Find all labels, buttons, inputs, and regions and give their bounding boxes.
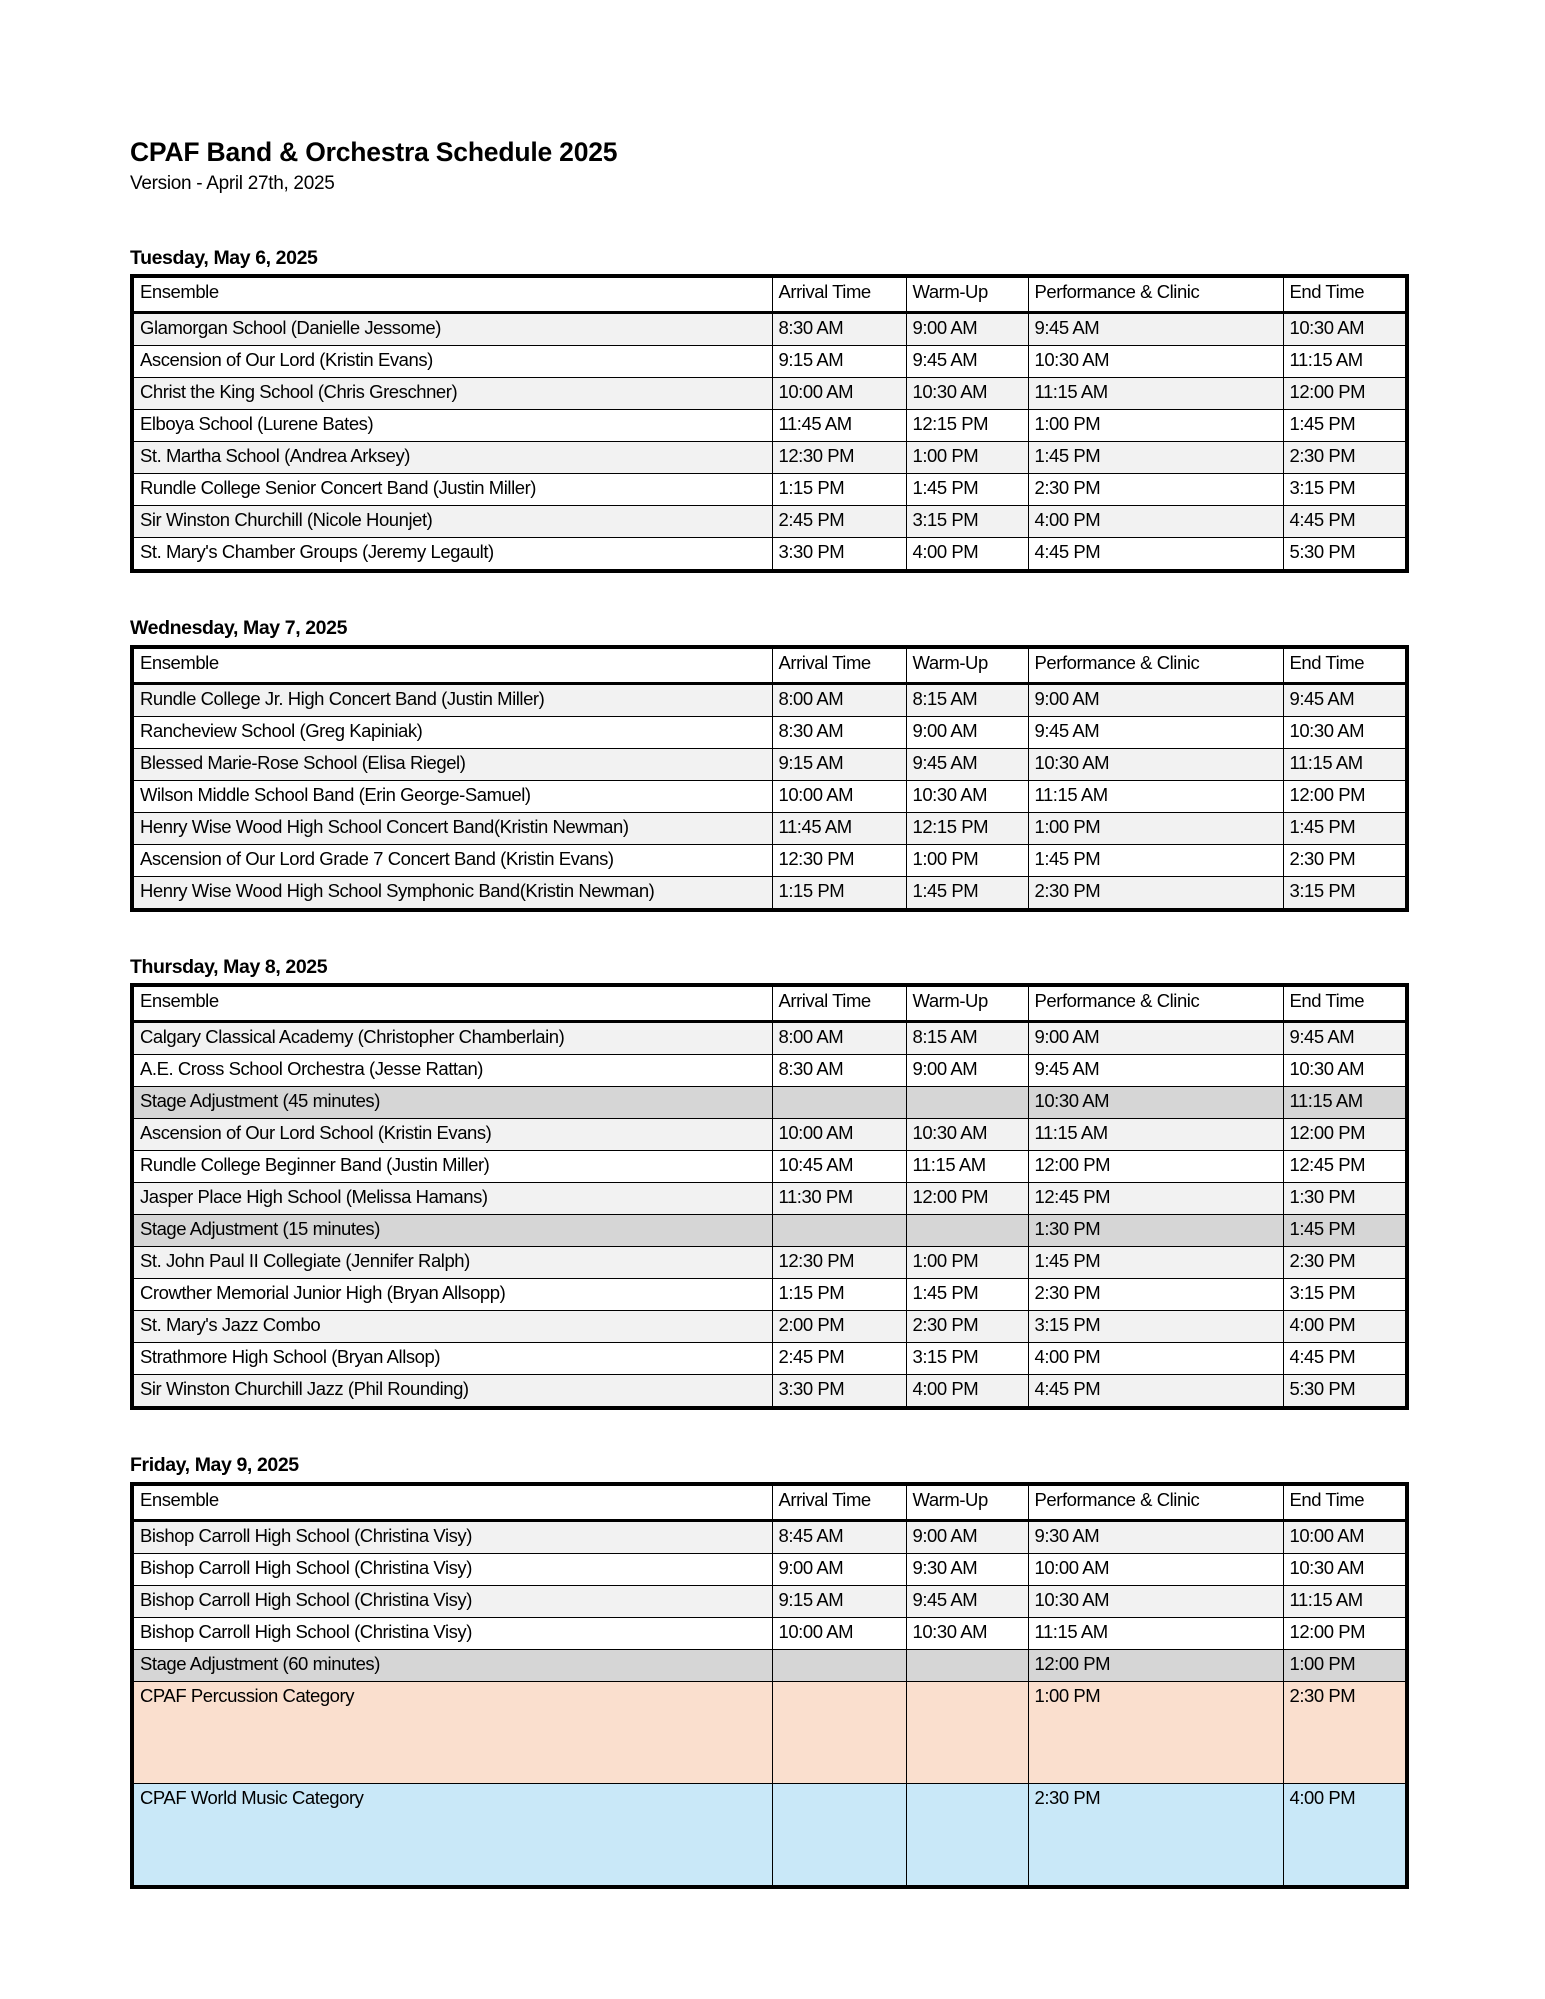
cell-warm-up: 9:45 AM: [906, 1585, 1028, 1617]
cell-arrival-time: [772, 1649, 906, 1681]
schedule-days-container: [130, 247, 1545, 1889]
cell-warm-up: 10:30 AM: [906, 1119, 1028, 1151]
cell-end-time: 12:45 PM: [1283, 1151, 1407, 1183]
cell-ensemble: Bishop Carroll High School (Christina Visy): [132, 1553, 772, 1585]
table-row: [132, 410, 1407, 442]
cell-end-time: 9:45 AM: [1283, 1022, 1407, 1055]
cell-warm-up: 9:45 AM: [906, 748, 1028, 780]
table-row: [132, 1681, 1407, 1783]
day-heading: Wednesday, May 7, 2025: [130, 617, 348, 640]
cell-end-time: 1:45 PM: [1283, 410, 1407, 442]
cell-warm-up: 11:15 AM: [906, 1151, 1028, 1183]
cell-end-time: 1:45 PM: [1283, 812, 1407, 844]
column-header-ensemble: Ensemble: [132, 276, 772, 313]
cell-end-time: 4:45 PM: [1283, 506, 1407, 538]
cell-ensemble: Bishop Carroll High School (Christina Visy): [132, 1617, 772, 1649]
cell-warm-up: 12:00 PM: [906, 1183, 1028, 1215]
cell-arrival-time: 9:00 AM: [772, 1553, 906, 1585]
cell-warm-up: 10:30 AM: [906, 378, 1028, 410]
column-header-ensemble: Ensemble: [132, 647, 772, 684]
cell-performance-clinic: 2:30 PM: [1028, 474, 1283, 506]
cell-performance-clinic: 2:30 PM: [1028, 1783, 1283, 1887]
cell-end-time: 10:30 AM: [1283, 313, 1407, 346]
column-header-warm-up: Warm-Up: [906, 985, 1028, 1022]
cell-ensemble: Christ the King School (Chris Greschner): [132, 378, 772, 410]
cell-warm-up: 9:00 AM: [906, 313, 1028, 346]
table-row: [132, 1022, 1407, 1055]
cell-ensemble: Rancheview School (Greg Kapiniak): [132, 716, 772, 748]
cell-arrival-time: [772, 1681, 906, 1783]
cell-performance-clinic: 3:15 PM: [1028, 1311, 1283, 1343]
cell-end-time: 1:00 PM: [1283, 1649, 1407, 1681]
cell-performance-clinic: 11:15 AM: [1028, 1617, 1283, 1649]
cell-performance-clinic: 2:30 PM: [1028, 876, 1283, 910]
cell-performance-clinic: 12:00 PM: [1028, 1151, 1283, 1183]
cell-performance-clinic: 1:00 PM: [1028, 410, 1283, 442]
cell-arrival-time: 9:15 AM: [772, 346, 906, 378]
table-row: [132, 442, 1407, 474]
cell-end-time: 12:00 PM: [1283, 780, 1407, 812]
cell-ensemble: St. Mary's Jazz Combo: [132, 1311, 772, 1343]
column-header-performance-clinic: Performance & Clinic: [1028, 1484, 1283, 1521]
cell-performance-clinic: 4:00 PM: [1028, 506, 1283, 538]
cell-performance-clinic: 9:45 AM: [1028, 716, 1283, 748]
cell-end-time: 11:15 AM: [1283, 1087, 1407, 1119]
cell-ensemble: Rundle College Jr. High Concert Band (Justin Miller): [132, 683, 772, 716]
table-row: [132, 1783, 1407, 1887]
cell-end-time: 5:30 PM: [1283, 538, 1407, 572]
cell-end-time: 11:15 AM: [1283, 748, 1407, 780]
cell-arrival-time: 10:00 AM: [772, 378, 906, 410]
cell-ensemble: Bishop Carroll High School (Christina Visy): [132, 1520, 772, 1553]
cell-ensemble: Blessed Marie-Rose School (Elisa Riegel): [132, 748, 772, 780]
cell-arrival-time: 3:30 PM: [772, 1375, 906, 1409]
column-header-arrival-time: Arrival Time: [772, 985, 906, 1022]
table-row: [132, 716, 1407, 748]
cell-arrival-time: 2:45 PM: [772, 1343, 906, 1375]
table-row: [132, 683, 1407, 716]
cell-warm-up: 4:00 PM: [906, 1375, 1028, 1409]
cell-arrival-time: 10:00 AM: [772, 780, 906, 812]
table-row: [132, 506, 1407, 538]
cell-arrival-time: [772, 1215, 906, 1247]
table-row: [132, 1183, 1407, 1215]
cell-arrival-time: 8:00 AM: [772, 683, 906, 716]
cell-performance-clinic: 1:45 PM: [1028, 1247, 1283, 1279]
cell-performance-clinic: 9:45 AM: [1028, 313, 1283, 346]
cell-ensemble: Rundle College Senior Concert Band (Justin Miller): [132, 474, 772, 506]
cell-warm-up: 1:00 PM: [906, 844, 1028, 876]
column-header-end-time: End Time: [1283, 1484, 1407, 1521]
cell-performance-clinic: 9:00 AM: [1028, 1022, 1283, 1055]
table-row: [132, 1087, 1407, 1119]
day-block: [130, 1454, 1545, 1888]
cell-arrival-time: [772, 1087, 906, 1119]
cell-end-time: 1:30 PM: [1283, 1183, 1407, 1215]
column-header-performance-clinic: Performance & Clinic: [1028, 276, 1283, 313]
cell-ensemble: Stage Adjustment (60 minutes): [132, 1649, 772, 1681]
table-row: [132, 1279, 1407, 1311]
cell-ensemble: Sir Winston Churchill Jazz (Phil Rounding): [132, 1375, 772, 1409]
cell-performance-clinic: 4:45 PM: [1028, 538, 1283, 572]
cell-arrival-time: 12:30 PM: [772, 442, 906, 474]
column-header-warm-up: Warm-Up: [906, 276, 1028, 313]
cell-ensemble: Crowther Memorial Junior High (Bryan Allsopp): [132, 1279, 772, 1311]
cell-end-time: 12:00 PM: [1283, 378, 1407, 410]
cell-arrival-time: 8:30 AM: [772, 1055, 906, 1087]
cell-end-time: 3:15 PM: [1283, 474, 1407, 506]
table-row: [132, 780, 1407, 812]
table-row: [132, 1247, 1407, 1279]
cell-arrival-time: 12:30 PM: [772, 1247, 906, 1279]
table-row: [132, 474, 1407, 506]
cell-arrival-time: [772, 1783, 906, 1887]
cell-performance-clinic: 2:30 PM: [1028, 1279, 1283, 1311]
table-row: [132, 1617, 1407, 1649]
cell-performance-clinic: 9:00 AM: [1028, 683, 1283, 716]
version-subtitle: Version - April 27th, 2025: [130, 173, 335, 195]
table-header-row: [132, 647, 1407, 684]
cell-performance-clinic: 11:15 AM: [1028, 1119, 1283, 1151]
cell-end-time: 10:30 AM: [1283, 716, 1407, 748]
cell-arrival-time: 8:30 AM: [772, 716, 906, 748]
cell-ensemble: Stage Adjustment (15 minutes): [132, 1215, 772, 1247]
cell-performance-clinic: 11:15 AM: [1028, 378, 1283, 410]
table-row: [132, 1520, 1407, 1553]
cell-ensemble: Ascension of Our Lord School (Kristin Evans): [132, 1119, 772, 1151]
cell-arrival-time: 12:30 PM: [772, 844, 906, 876]
table-row: [132, 1151, 1407, 1183]
column-header-warm-up: Warm-Up: [906, 1484, 1028, 1521]
schedule-table: [130, 645, 1409, 912]
cell-end-time: 12:00 PM: [1283, 1119, 1407, 1151]
cell-warm-up: 9:00 AM: [906, 1520, 1028, 1553]
table-row: [132, 1215, 1407, 1247]
cell-warm-up: 9:30 AM: [906, 1553, 1028, 1585]
cell-performance-clinic: 1:00 PM: [1028, 812, 1283, 844]
schedule-table: [130, 274, 1409, 573]
column-header-end-time: End Time: [1283, 276, 1407, 313]
day-heading: Thursday, May 8, 2025: [130, 955, 328, 978]
cell-ensemble: St. John Paul II Collegiate (Jennifer Ralph): [132, 1247, 772, 1279]
cell-ensemble: Strathmore High School (Bryan Allsop): [132, 1343, 772, 1375]
cell-performance-clinic: 1:00 PM: [1028, 1681, 1283, 1783]
page-title: CPAF Band & Orchestra Schedule 2025: [130, 137, 618, 167]
column-header-end-time: End Time: [1283, 985, 1407, 1022]
cell-performance-clinic: 9:30 AM: [1028, 1520, 1283, 1553]
cell-end-time: 2:30 PM: [1283, 1681, 1407, 1783]
cell-arrival-time: 10:00 AM: [772, 1617, 906, 1649]
cell-ensemble: Sir Winston Churchill (Nicole Hounjet): [132, 506, 772, 538]
cell-warm-up: [906, 1087, 1028, 1119]
cell-end-time: 4:00 PM: [1283, 1783, 1407, 1887]
cell-performance-clinic: 1:30 PM: [1028, 1215, 1283, 1247]
cell-warm-up: 8:15 AM: [906, 683, 1028, 716]
cell-warm-up: 9:00 AM: [906, 1055, 1028, 1087]
cell-warm-up: 12:15 PM: [906, 410, 1028, 442]
cell-arrival-time: 2:45 PM: [772, 506, 906, 538]
cell-arrival-time: 8:00 AM: [772, 1022, 906, 1055]
cell-performance-clinic: 1:45 PM: [1028, 442, 1283, 474]
cell-end-time: 2:30 PM: [1283, 442, 1407, 474]
cell-warm-up: [906, 1681, 1028, 1783]
cell-ensemble: Glamorgan School (Danielle Jessome): [132, 313, 772, 346]
cell-ensemble: Calgary Classical Academy (Christopher Chamberlain): [132, 1022, 772, 1055]
cell-warm-up: 1:00 PM: [906, 1247, 1028, 1279]
cell-arrival-time: 8:30 AM: [772, 313, 906, 346]
cell-warm-up: 1:45 PM: [906, 876, 1028, 910]
cell-end-time: 11:15 AM: [1283, 1585, 1407, 1617]
cell-end-time: 4:45 PM: [1283, 1343, 1407, 1375]
cell-end-time: 9:45 AM: [1283, 683, 1407, 716]
table-header-row: [132, 276, 1407, 313]
table-row: [132, 1343, 1407, 1375]
cell-warm-up: 8:15 AM: [906, 1022, 1028, 1055]
table-row: [132, 1553, 1407, 1585]
cell-end-time: 10:00 AM: [1283, 1520, 1407, 1553]
table-row: [132, 1649, 1407, 1681]
cell-performance-clinic: 1:45 PM: [1028, 844, 1283, 876]
cell-warm-up: 4:00 PM: [906, 538, 1028, 572]
cell-ensemble: Bishop Carroll High School (Christina Visy): [132, 1585, 772, 1617]
column-header-warm-up: Warm-Up: [906, 647, 1028, 684]
table-row: [132, 378, 1407, 410]
cell-ensemble: St. Mary's Chamber Groups (Jeremy Legault): [132, 538, 772, 572]
cell-performance-clinic: 12:00 PM: [1028, 1649, 1283, 1681]
column-header-performance-clinic: Performance & Clinic: [1028, 647, 1283, 684]
cell-performance-clinic: 4:45 PM: [1028, 1375, 1283, 1409]
cell-arrival-time: 8:45 AM: [772, 1520, 906, 1553]
cell-ensemble: Jasper Place High School (Melissa Hamans): [132, 1183, 772, 1215]
cell-warm-up: 3:15 PM: [906, 506, 1028, 538]
table-row: [132, 844, 1407, 876]
cell-warm-up: 10:30 AM: [906, 1617, 1028, 1649]
schedule-table: [130, 1482, 1409, 1889]
cell-warm-up: [906, 1783, 1028, 1887]
day-heading: Friday, May 9, 2025: [130, 1454, 299, 1477]
cell-arrival-time: 11:30 PM: [772, 1183, 906, 1215]
cell-performance-clinic: 4:00 PM: [1028, 1343, 1283, 1375]
table-row: [132, 1055, 1407, 1087]
cell-arrival-time: 11:45 AM: [772, 812, 906, 844]
cell-end-time: 12:00 PM: [1283, 1617, 1407, 1649]
cell-performance-clinic: 10:30 AM: [1028, 1087, 1283, 1119]
schedule-table: [130, 983, 1409, 1410]
cell-arrival-time: 1:15 PM: [772, 1279, 906, 1311]
cell-warm-up: 1:45 PM: [906, 474, 1028, 506]
cell-end-time: 10:30 AM: [1283, 1055, 1407, 1087]
cell-end-time: 11:15 AM: [1283, 346, 1407, 378]
cell-ensemble: Rundle College Beginner Band (Justin Miller): [132, 1151, 772, 1183]
cell-warm-up: 1:45 PM: [906, 1279, 1028, 1311]
cell-performance-clinic: 10:30 AM: [1028, 1585, 1283, 1617]
cell-warm-up: 1:00 PM: [906, 442, 1028, 474]
cell-warm-up: 12:15 PM: [906, 812, 1028, 844]
column-header-arrival-time: Arrival Time: [772, 276, 906, 313]
cell-end-time: 4:00 PM: [1283, 1311, 1407, 1343]
cell-ensemble: CPAF Percussion Category: [132, 1681, 772, 1783]
day-block: [130, 617, 1545, 911]
cell-performance-clinic: 12:45 PM: [1028, 1183, 1283, 1215]
cell-warm-up: 3:15 PM: [906, 1343, 1028, 1375]
cell-performance-clinic: 10:30 AM: [1028, 346, 1283, 378]
cell-ensemble: CPAF World Music Category: [132, 1783, 772, 1887]
cell-ensemble: Wilson Middle School Band (Erin George-Samuel): [132, 780, 772, 812]
table-header-row: [132, 985, 1407, 1022]
cell-arrival-time: 9:15 AM: [772, 748, 906, 780]
table-header-row: [132, 1484, 1407, 1521]
cell-ensemble: Henry Wise Wood High School Concert Band(Kristin Newman): [132, 812, 772, 844]
cell-ensemble: Ascension of Our Lord Grade 7 Concert Band (Kristin Evans): [132, 844, 772, 876]
cell-performance-clinic: 9:45 AM: [1028, 1055, 1283, 1087]
cell-ensemble: St. Martha School (Andrea Arksey): [132, 442, 772, 474]
cell-arrival-time: 11:45 AM: [772, 410, 906, 442]
column-header-arrival-time: Arrival Time: [772, 647, 906, 684]
table-row: [132, 876, 1407, 910]
cell-arrival-time: 10:45 AM: [772, 1151, 906, 1183]
table-row: [132, 313, 1407, 346]
day-heading: Tuesday, May 6, 2025: [130, 247, 318, 270]
cell-performance-clinic: 11:15 AM: [1028, 780, 1283, 812]
day-block: [130, 247, 1545, 573]
column-header-ensemble: Ensemble: [132, 985, 772, 1022]
cell-warm-up: [906, 1649, 1028, 1681]
column-header-performance-clinic: Performance & Clinic: [1028, 985, 1283, 1022]
cell-ensemble: A.E. Cross School Orchestra (Jesse Rattan): [132, 1055, 772, 1087]
cell-end-time: 1:45 PM: [1283, 1215, 1407, 1247]
column-header-end-time: End Time: [1283, 647, 1407, 684]
table-row: [132, 1119, 1407, 1151]
day-block: [130, 956, 1545, 1410]
cell-performance-clinic: 10:30 AM: [1028, 748, 1283, 780]
cell-ensemble: Ascension of Our Lord (Kristin Evans): [132, 346, 772, 378]
table-row: [132, 538, 1407, 572]
cell-end-time: 2:30 PM: [1283, 844, 1407, 876]
table-row: [132, 1375, 1407, 1409]
cell-ensemble: Stage Adjustment (45 minutes): [132, 1087, 772, 1119]
cell-end-time: 2:30 PM: [1283, 1247, 1407, 1279]
cell-performance-clinic: 10:00 AM: [1028, 1553, 1283, 1585]
column-header-arrival-time: Arrival Time: [772, 1484, 906, 1521]
cell-arrival-time: 10:00 AM: [772, 1119, 906, 1151]
column-header-ensemble: Ensemble: [132, 1484, 772, 1521]
cell-arrival-time: 9:15 AM: [772, 1585, 906, 1617]
cell-arrival-time: 3:30 PM: [772, 538, 906, 572]
cell-end-time: 3:15 PM: [1283, 1279, 1407, 1311]
cell-warm-up: 9:45 AM: [906, 346, 1028, 378]
table-row: [132, 1311, 1407, 1343]
cell-warm-up: 9:00 AM: [906, 716, 1028, 748]
cell-end-time: 5:30 PM: [1283, 1375, 1407, 1409]
cell-warm-up: [906, 1215, 1028, 1247]
cell-arrival-time: 1:15 PM: [772, 876, 906, 910]
cell-warm-up: 2:30 PM: [906, 1311, 1028, 1343]
cell-warm-up: 10:30 AM: [906, 780, 1028, 812]
cell-arrival-time: 2:00 PM: [772, 1311, 906, 1343]
cell-ensemble: Henry Wise Wood High School Symphonic Band(Kristin Newman): [132, 876, 772, 910]
table-row: [132, 812, 1407, 844]
cell-arrival-time: 1:15 PM: [772, 474, 906, 506]
table-row: [132, 1585, 1407, 1617]
table-row: [132, 748, 1407, 780]
cell-ensemble: Elboya School (Lurene Bates): [132, 410, 772, 442]
table-row: [132, 346, 1407, 378]
cell-end-time: 10:30 AM: [1283, 1553, 1407, 1585]
cell-end-time: 3:15 PM: [1283, 876, 1407, 910]
